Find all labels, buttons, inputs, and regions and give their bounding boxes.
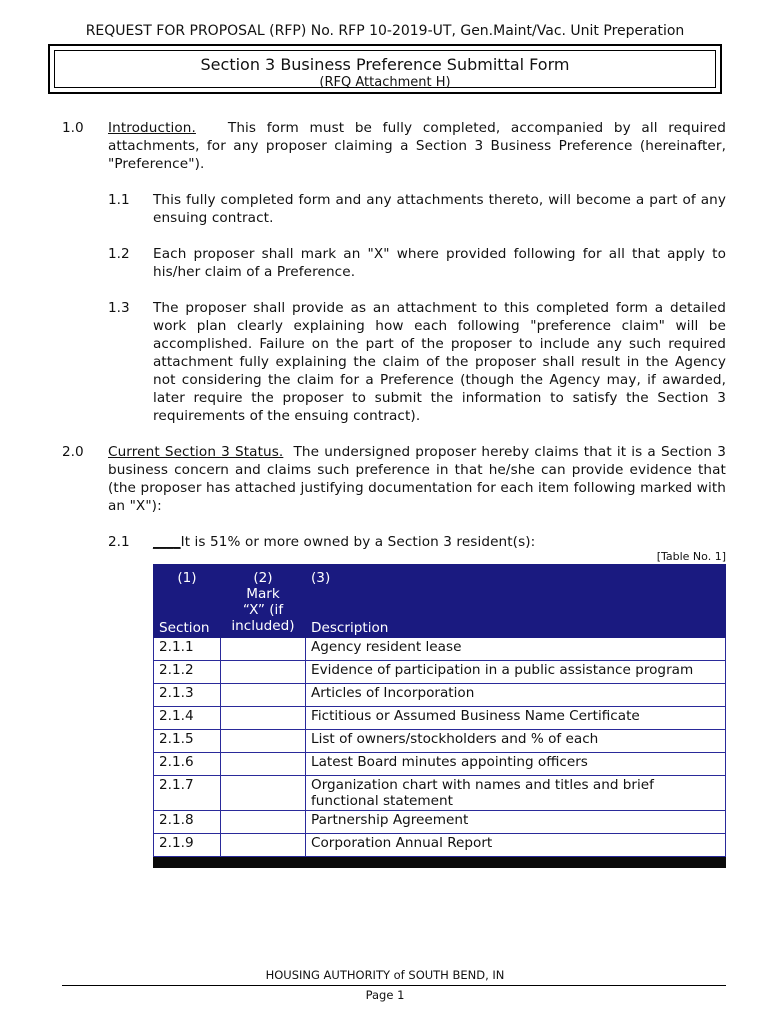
header-col3-label: Description [311,620,389,636]
row-mark-cell[interactable] [221,776,306,811]
section-1-2-text: Each proposer shall mark an "X" where provided following for all that apply to his/her claim of a Preference. [153,246,726,280]
header-col1-number: (1) [177,570,197,586]
header-col2-line2: “X” (if [242,602,284,618]
row-section: 2.1.6 [154,753,221,776]
row-section: 2.1.3 [154,684,221,707]
section-2-number: 2.0 [62,444,84,460]
table-header-row [154,565,726,638]
row-mark-cell[interactable] [221,707,306,730]
table-body [154,638,726,857]
section-1-number: 1.0 [62,120,84,136]
header-col1-label: Section [159,620,210,636]
row-description: Articles of Incorporation [306,684,726,707]
header-col3-number: (3) [311,570,331,586]
row-description: Corporation Annual Report [306,834,726,857]
header-section [154,565,221,638]
table-number-note: [Table No. 1] [656,550,726,563]
row-mark-cell[interactable] [221,684,306,707]
row-mark-cell[interactable] [221,834,306,857]
section-1-heading: Introduction. [108,120,196,136]
row-description: Agency resident lease [306,638,726,661]
section-1-3-number: 1.3 [108,300,130,316]
table-row [154,661,726,684]
form-subtitle: (RFQ Attachment H) [319,75,451,90]
header-col2-line1: Mark [246,586,280,602]
table-footer-cell [154,857,726,868]
header-mark [221,565,306,638]
row-section: 2.1.9 [154,834,221,857]
row-section: 2.1.5 [154,730,221,753]
section-1-1-number: 1.1 [108,192,130,208]
row-description: Evidence of participation in a public assistance program [306,661,726,684]
row-description: Partnership Agreement [306,811,726,834]
row-section: 2.1.7 [154,776,221,811]
section-1-2-number: 1.2 [108,246,130,262]
table-row [154,730,726,753]
row-mark-cell[interactable] [221,753,306,776]
row-mark-cell[interactable] [221,811,306,834]
table-row [154,834,726,857]
section-1-3-text: The proposer shall provide as an attachment to this completed form a detailed work plan clearly explaining how each following "preference claim" will be accomplished. Failure on the part of the proposer to include any such required attachment fully explaining the claim of the proposer shall result in the Agency not considering the claim for a Preference (though the Agency may, if awarded, later require the proposer to submit the information to satisfy the Section 3 requirements of the ensuing contract). [153,300,726,424]
section-2-paragraph [108,443,726,515]
row-section: 2.1.2 [154,661,221,684]
section-1-paragraph [108,119,726,173]
section-2-heading: Current Section 3 Status. [108,444,284,460]
table-row [154,684,726,707]
header-col2-number: (2) [253,570,273,586]
table-footer-bar [154,857,726,868]
rfp-header-line: REQUEST FOR PROPOSAL (RFP) No. RFP 10-2019-UT, Gen.Maint/Vac. Unit Preperation [85,23,685,39]
header-col2-line3: included) [231,618,295,634]
header-description [306,565,726,638]
table-row [154,638,726,661]
row-mark-cell[interactable] [221,730,306,753]
row-description: Organization chart with names and titles and brief functional statement [306,776,726,811]
row-mark-cell[interactable] [221,661,306,684]
section-2-1-text: It is 51% or more owned by a Section 3 resident(s): [180,534,536,550]
row-description: Latest Board minutes appointing officers [306,753,726,776]
table-row [154,811,726,834]
table-row [154,707,726,730]
row-mark-cell[interactable] [221,638,306,661]
footer-page-number: Page 1 [365,988,405,1002]
section-2-1-number: 2.1 [108,534,130,550]
form-title-box [48,44,722,94]
section-1-1-text: This fully completed form and any attachments thereto, will become a part of any ensuing contract. [153,192,726,226]
footer-agency: HOUSING AUTHORITY of SOUTH BEND, IN [265,968,505,982]
row-description: Fictitious or Assumed Business Name Certificate [306,707,726,730]
row-section: 2.1.8 [154,811,221,834]
section-2-1-blank[interactable]: ____ [153,534,181,550]
section-2-1-line [153,533,726,551]
footer-divider [62,985,726,986]
row-description: List of owners/stockholders and % of each [306,730,726,753]
row-section: 2.1.4 [154,707,221,730]
section-1-text: This form must be fully completed, accompanied by all required attachments, for any proposer claiming a Section 3 Business Preference (hereinafter, "Preference"). [108,120,726,172]
form-title-inner-border [54,50,716,88]
row-section: 2.1.1 [154,638,221,661]
form-title: Section 3 Business Preference Submittal Form [200,55,570,74]
table-row [154,776,726,811]
section-2-text: The undersigned proposer hereby claims that it is a Section 3 business concern and claims such preference in that he/she can provide evidence that (the proposer has attached justifying documentation for each item following marked with an "X"): [108,444,726,514]
table-row [154,753,726,776]
evidence-table [153,564,726,868]
